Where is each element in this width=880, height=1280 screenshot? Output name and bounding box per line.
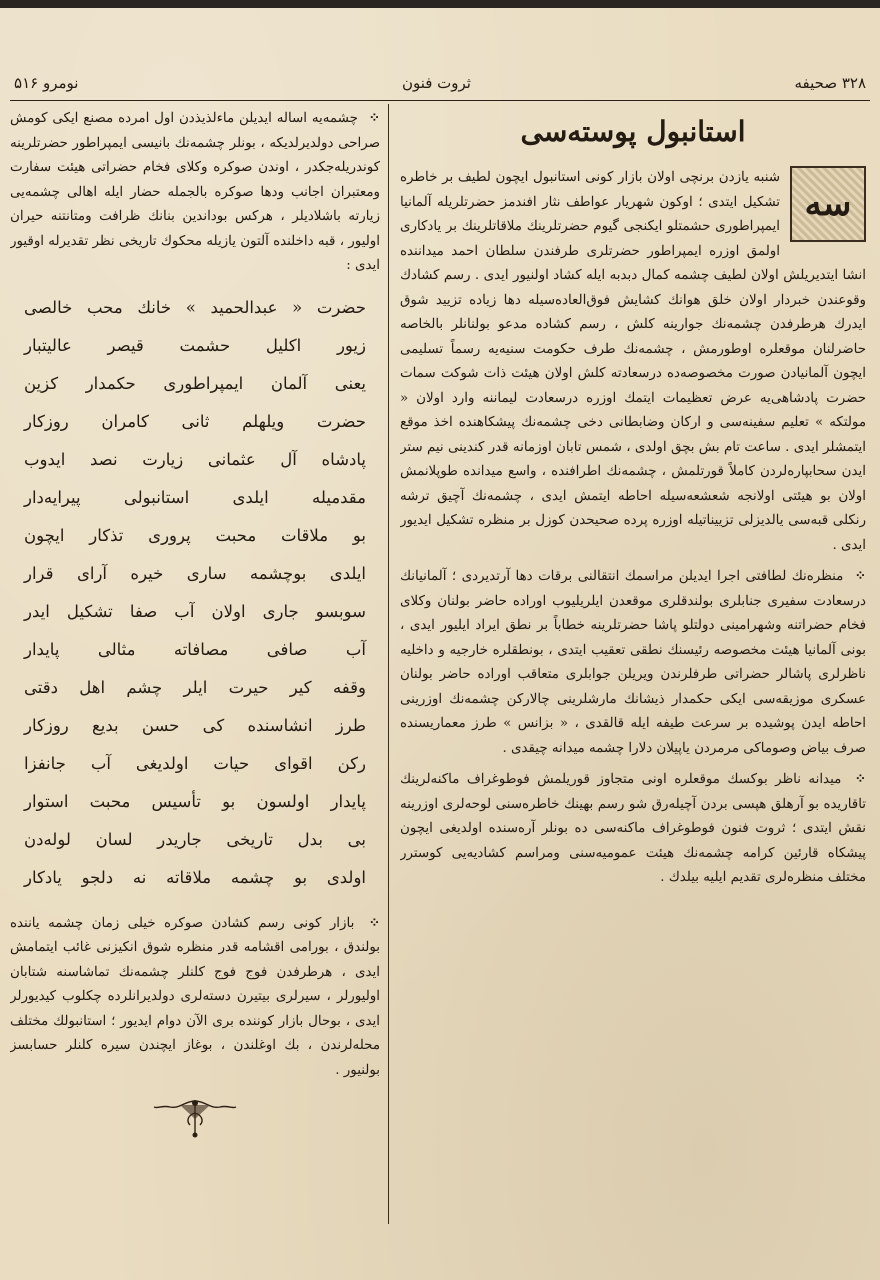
- paragraph-text: شنبه یازدن برنچی اولان بازار کونی استانبول ایچون لطیف بر خاطره تشکیل ایتدی ؛ اوکون شهریار عواطف نثار افندمز حضرتلریله آلمانیا ایمپراطوری حشمتلو ایکنجی گیوم حضرتلرینك ملاقاتلرینك بر یادکاری اولمق اوزره ایمپراطور حضرتلری طرفندن سلطان احمد میدانندە انشا ایتدیریلش اولان لطیف چشمه کمال دبدبه ایله کشاد اولنیور ایدی . رسم کشادك وقوعندن خبردار اولان خلق هوانك کشایش فوق‌العاده‌سیله دها زیاده تزیید شوق ایدرك هرطرفدن چشمه‌نك جوارینه کلش ، رسم کشاده مدعو بولنانلر بالخاصه حاضرلنان موقعلره اوطورمش ، چشمه‌نك طرف حکومت سنیه‌یه رسماً تسلیمی ایچون آلمانیادن صورت مخصوصه‌ده درسعادته کلش اولان هیئت ذات شوکت سمات حضرت پادشاهی‌یه عرض تعظیمات ایتمك اوزره درسعادت لیماننه وارد اولان « مولتکه » تعلیم سفینه‌سی و ارکان وضابطانی دخی چشمه‌نك پیشکاهنده اخذ موقع ایتمشلر ایدی . ساعت تام بش بچق اولدی ، شمس تابان اوزمانه قدر کندینی نیم ستر ایدن سحابپاره‌لردن کاملاً قورتلمش ، چشمه‌نك اطرافنده ، واسع میدانده طوپلانمش اولان بو هیئتی اولانجه شعشعه‌سیله احاطه ایتمش ایدی ، چشمه‌نك آچیق ترشه رنکلی قبه‌سی یالدیزلی تزییناتیله اوزره پرده صحیحدن کوزل بر منظره تشکیل ایدیور ایدی .: [400, 170, 866, 553]
- header-rule: [10, 100, 870, 101]
- verse-line: زیور اکلیل حشمت قیصر عالیتبار: [24, 335, 366, 355]
- paragraph-text: منظره‌نك لطافتی اجرا ایدیلن مراسمك انتقالنی برقات دها آرتدیردی ؛ آلمانیانك درسعادت سفیری جنابلری بولندقلری موقعدن ایلریلیوب اوراده حاضر بولنان وکلای فخام حضراتنه وشهرامینی دولتلو پاشا حضرتلرینه خطاباً بر نطق ایراد ایلیور ایدی ، بونی آلمانیا هیئت مخصوصه رئیسنك نطقی تعقیب ایتدی ، بونطقلره خارجیه و داخلیه ناظرلری پاشالر حضراتی طرفلرندن ویریلن جوابلری متعاقب اوراده حاضر بولنان عسکری موزیقه‌سی ایکی حکمدار ذیشانك مارشلرینی چالارکن چشمه‌نك اوزرینی احاطه ایدن پوشیده بر سرعت طیفه ایله قالقدی ، « بزانس » طرز معماریسنده صرف بیاض وصوماکی مرمردن یاپیلان دلارا چشمه میدانه چیقدی .: [400, 569, 866, 756]
- issue-number: نومرو ۵۱۶: [14, 74, 79, 92]
- verse-line: اولدی بو چشمه ملاقاته نه دلجو یادکار: [24, 867, 366, 887]
- column-divider: [388, 104, 389, 1224]
- section-title: استانبول پوسته‌سی: [520, 115, 746, 148]
- verse-line: مقدمیله ایلدی استانبولی پیرایه‌دار: [24, 487, 366, 507]
- paragraph-text: چشمه‌یه اساله ایدیلن ماءلذیذدن اول امرده مصنع ایکی کومش صراحی دولدیرلدیکه ، بونلر چشمه‌نك بانیسی ایمپراطور حضرتلرینه کوندریله‌جکدر ، اوندن صوکره وکلای فخام حضراتی هیئت سفارت ومعتبران اجانب ودها صوکره بالجمله حضار ایله اهالی چشمه‌یی زیارته باشلادیلر ، هرکس بوداندین بنانك ظرافت ومتانتنه حیران اولیور ، قبه داخلنده آلتون یازیله محکوك تاریخی نظر تقدیرله اوقیور ایدی :: [10, 111, 380, 273]
- article-paragraph-5: [10, 911, 380, 1084]
- paragraph-text: بازار کونی رسم کشادن صوکره خیلی زمان چشمه یاننده بولندق ، بورامی اقشامه قدر منظره شوق انکیزنی غائب ایتمامش ایدی ، هرطرفدن فوج فوج کلنلر چشمه‌نك تماشاسنه شتابان اولیورلر ، سیرلری بیتیرن دسته‌لری دولدیرانلرده چکلوب کیدیورلر ایدی ، بوحال بازار کوننده بری الآن دوام ایدیور ؛ استانبولك مختلف محله‌لرندن ، بك اوغلندن ، بوغاز ایچندن سیره کلنلر حسابسز بولنیور .: [10, 915, 380, 1078]
- verse-line: وقفه کیر حیرت ایلر چشم اهل دقتی: [24, 677, 366, 697]
- verse-line: ایلدی بوچشمه ساری خیره آرای قرار: [24, 563, 366, 583]
- verse-line: یعنی آلمان ایمپراطوری حکمدار کزین: [24, 373, 366, 393]
- ornament-svg: [150, 1095, 240, 1141]
- article-paragraph-4: [10, 106, 380, 279]
- right-column: [400, 106, 866, 1241]
- initial-letter: سه: [790, 166, 866, 242]
- verse-line: حضرت « عبدالحمید » خانك محب خالصی: [24, 297, 366, 317]
- paragraph-mark-icon: ⁘: [368, 110, 380, 126]
- running-head: [14, 70, 866, 96]
- verse-line: آب صافی مصافاته مثالی پایدار: [24, 639, 366, 659]
- floral-tailpiece-ornament-icon: [10, 1095, 380, 1146]
- verse-line: طرز انشاسنده کی حسن بدیع روزکار: [24, 715, 366, 735]
- verse-line: سوبسو جاری اولان آب صفا تشکیل ایدر: [24, 601, 366, 621]
- inscription-verse: [24, 289, 366, 897]
- left-column: [10, 106, 380, 1231]
- document-page: [0, 8, 880, 1280]
- decorated-initial: [790, 166, 866, 242]
- paragraph-mark-icon: ⁘: [854, 771, 866, 787]
- verse-line: بو ملاقات محبت پروری تذکار ایچون: [24, 525, 366, 545]
- paragraph-text: میدانه ناظر بوکسك موقعلره اونی متجاوز قوریلمش فوطوغراف ماکنه‌لرینك تاقاریده بو آرهلق هپسی بردن آچیله‌رق شو رسم بهینك خاطره‌سنی لوحه‌لری اوزرینه نقش ایتدی ؛ ثروت فنون فوطوغراف ماکنه‌سی ده بونلر آره‌سنده اولدیغی ایچون پیشکاه قارئین کرامه چشمه‌نك هیئت عمومیه‌سنی ومراسم کشادیه‌یی کوسترر مختلف منظره‌لری تقدیم ایلیه بیلدك .: [400, 772, 866, 885]
- verse-line: حضرت ویلهلم ثانی کامران روزکار: [24, 411, 366, 431]
- article-paragraph-2: [400, 564, 866, 761]
- page-number: ۳۲۸ صحیفه: [794, 74, 866, 92]
- article-paragraph-1: [400, 166, 866, 558]
- verse-line: پادشاه آل عثمانی زیارت نصد ایدوب: [24, 449, 366, 469]
- verse-line: پایدار اولسون بو تأسیس محبت استوار: [24, 791, 366, 811]
- journal-title: ثروت فنون: [401, 74, 471, 92]
- article-paragraph-3: [400, 767, 866, 891]
- paragraph-mark-icon: ⁘: [368, 914, 380, 931]
- paragraph-mark-icon: ⁘: [854, 568, 866, 584]
- verse-line: بی بدل تاریخی جاریدر لسان لوله‌دن: [24, 829, 366, 849]
- verse-line: رکن اقوای حیات اولدیغی آب جانفزا: [24, 753, 366, 773]
